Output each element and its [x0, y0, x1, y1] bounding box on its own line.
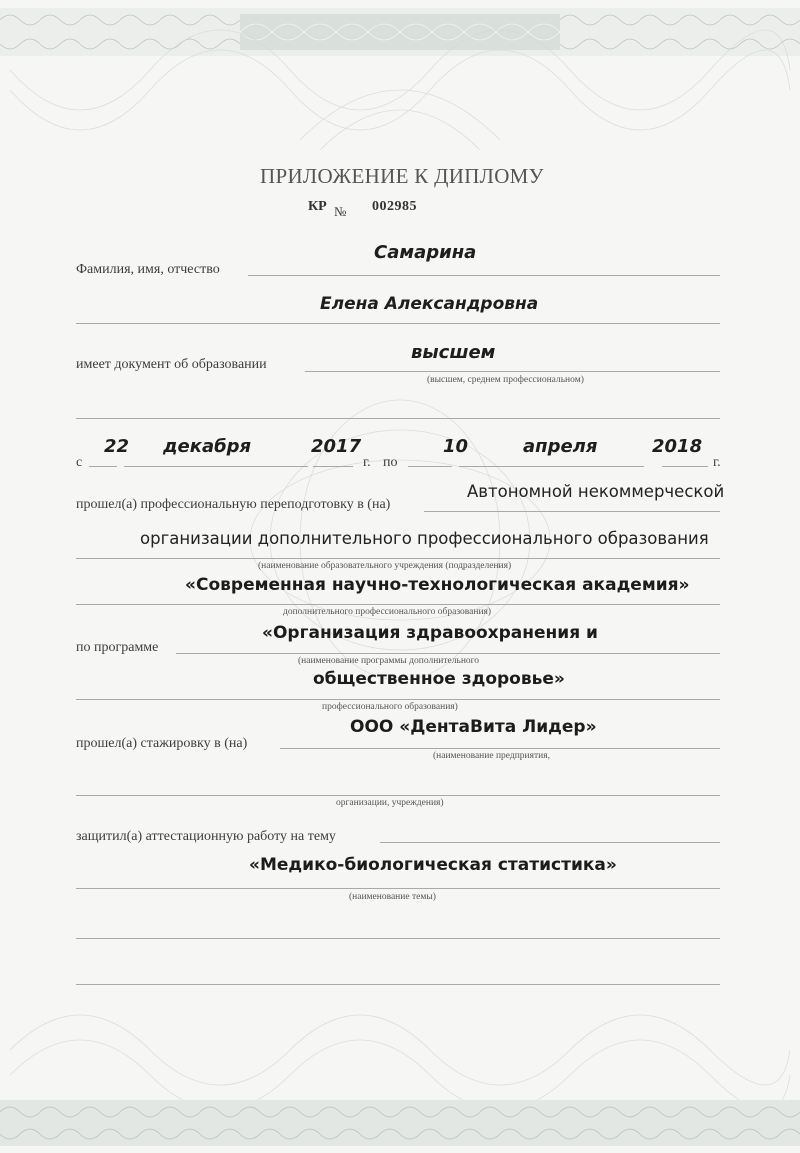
program-caption-1: (наименование программы дополнительного	[298, 656, 480, 666]
end-day-value: 10	[443, 436, 469, 457]
number-sign: №	[334, 204, 347, 219]
internship-caption-2: организации, учреждения)	[336, 798, 444, 808]
end-year-suffix: г.	[713, 455, 721, 470]
program-line-2: общественное здоровье»	[313, 669, 565, 689]
end-year-line	[662, 466, 708, 467]
given-names-value: Елена Александровна	[320, 294, 539, 314]
thesis-value: «Медико-биологическая статистика»	[249, 855, 617, 875]
thesis-caption: (наименование темы)	[349, 892, 436, 902]
program-line-1: «Организация здравоохранения и	[262, 623, 598, 643]
internship-line	[280, 748, 720, 749]
end-month-value: апреля	[523, 436, 598, 457]
start-year-line	[313, 466, 353, 467]
internship-value: ООО «ДентаВита Лидер»	[350, 717, 597, 737]
education-caption: (высшем, среднем профессиональном)	[427, 375, 584, 385]
program-line-2-rule	[76, 699, 720, 700]
surname-value: Самарина	[374, 242, 477, 263]
start-month-value: декабря	[163, 436, 252, 457]
institution-caption-2: дополнительного профессионального образования)	[283, 607, 492, 617]
start-day-line	[89, 466, 117, 467]
program-line-rule	[176, 653, 720, 654]
blank-line-3	[76, 984, 720, 985]
program-label: по программе	[76, 640, 159, 655]
document-title: ПРИЛОЖЕНИЕ К ДИПЛОМУ	[260, 164, 544, 188]
series-label: КР	[308, 199, 327, 214]
given-names-line	[76, 323, 720, 324]
period-to-label: по	[383, 455, 398, 470]
education-line	[305, 371, 720, 372]
institution-line-2-rule	[76, 558, 720, 559]
retraining-label: прошел(а) профессиональную переподготовку в (на)	[76, 497, 391, 512]
institution-line-3: «Современная научно-технологическая академия»	[185, 575, 690, 595]
start-month-line	[124, 466, 308, 467]
thesis-label: защитил(а) аттестационную работу на тему	[76, 829, 336, 844]
institution-caption: (наименование образовательного учреждения (подразделения)	[258, 561, 512, 571]
blank-line-2	[76, 938, 720, 939]
program-caption-2: профессионального образования)	[322, 702, 458, 712]
full-name-line	[248, 275, 720, 276]
institution-line-1: Автономной некоммерческой	[467, 482, 725, 501]
institution-line-3-rule	[76, 604, 720, 605]
end-day-line	[408, 466, 452, 467]
education-label: имеет документ об образовании	[76, 357, 267, 372]
end-month-line	[459, 466, 644, 467]
document-number: 002985	[372, 199, 417, 214]
internship-line-2	[76, 795, 720, 796]
retraining-line	[424, 511, 720, 512]
thesis-value-line	[76, 888, 720, 889]
thesis-line	[380, 842, 720, 843]
period-from-label: с	[76, 455, 83, 470]
bottom-ornament-band	[0, 1100, 800, 1146]
education-level-value: высшем	[411, 342, 496, 363]
full-name-label: Фамилия, имя, отчество	[76, 262, 220, 277]
blank-line-1	[76, 418, 720, 419]
end-year-value: 2018	[652, 436, 703, 457]
start-year-suffix: г.	[363, 455, 371, 470]
start-day-value: 22	[104, 436, 130, 457]
internship-label: прошел(а) стажировку в (на)	[76, 736, 248, 751]
institution-line-2: организации дополнительного профессионального образования	[140, 529, 709, 548]
internship-caption-1: (наименование предприятия,	[433, 751, 550, 761]
start-year-value: 2017	[311, 436, 362, 457]
